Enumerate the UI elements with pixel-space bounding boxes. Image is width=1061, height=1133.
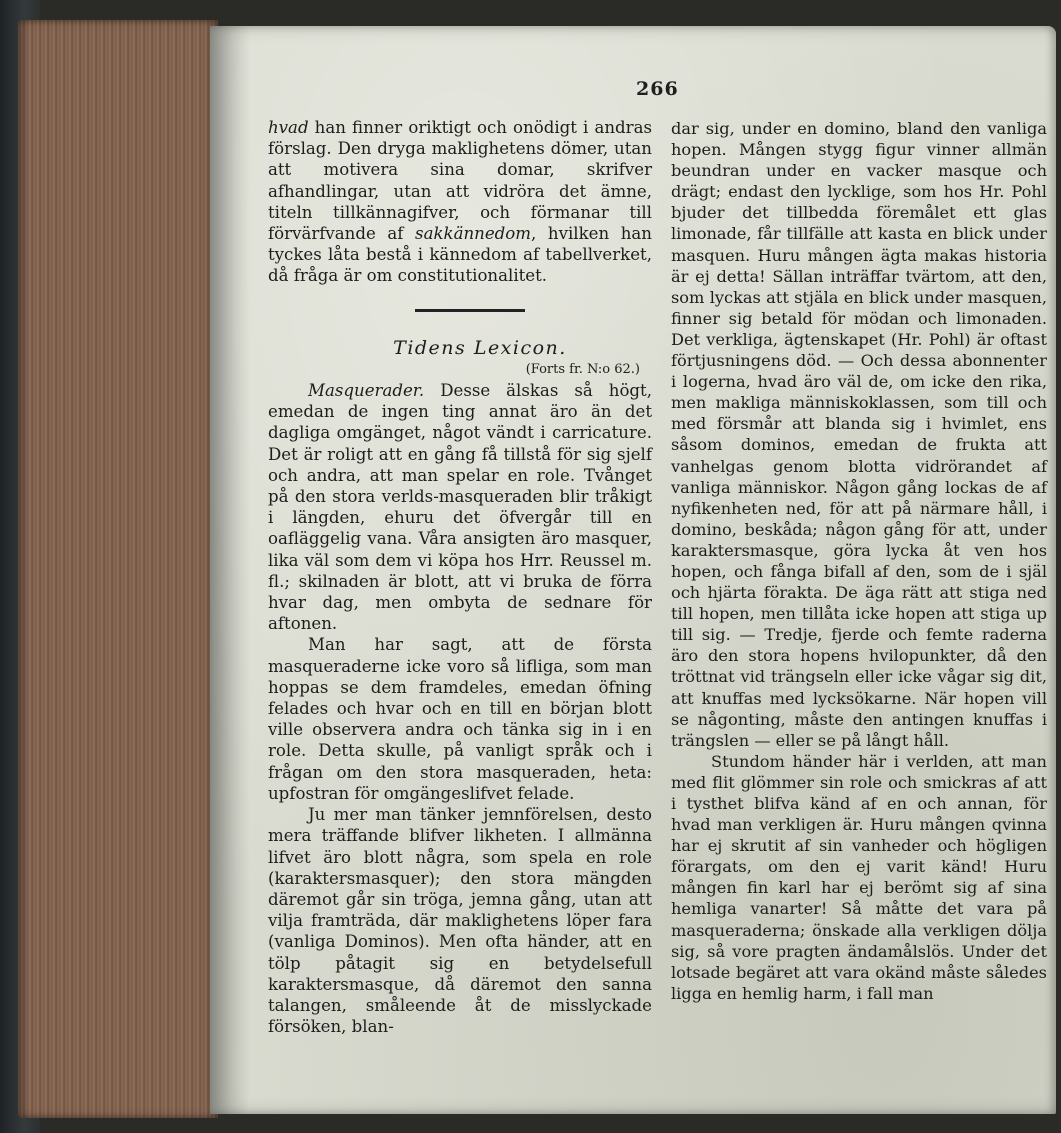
page-stack-edge bbox=[18, 20, 218, 1118]
lead-word: hvad bbox=[268, 118, 309, 137]
left-column bbox=[268, 117, 652, 1037]
right-column bbox=[671, 118, 1047, 1004]
paragraph: Stundom händer här i verlden, att man med flit glömmer sin role och smickras af att i tysthet blifva känd af en och annan, för hvad man verkligen är. Huru mången qvinna har ej skrutit af sin vanheder och högligen förargats, om den ej varit känd! Huru mången fin karl har ej berömt sig af sina hemliga vanarter! Så måtte det vara på masqueraderna; önskade alla verkligen dölja sig, så vore pragten ändamålslös. Under det lotsade begäret att vara okänd måste således ligga en hemlig harm, i fall man bbox=[671, 751, 1047, 1003]
paragraph-continuation: hvad han finner oriktigt och onödigt i andras förslag. Den dryga maklighetens dömer, utan att motivera sina domar, skrifver afhandlingar, utan att vidröra det ämne, titeln tillkännagifver, och förmanar till förvärfvande af sakkännedom, hvilken han tyckes låta bestå i kännedom af tabellverket, då fråga är om constitutionalitet. bbox=[268, 118, 652, 286]
paragraph-masquerader: Masquerader. Desse älskas så högt, emedan de ingen ting annat äro än det dagliga omgänget, något vändt i carricature. Det är roligt att en gång få tillstå för sig sjelf och andra, att man spelar en role. Tvånget på den stora verlds-masqueraden blir tråkigt i längden, ehuru det öfvergår till en oafläggelig vana. Våra ansigten äro masquer, lika väl som dem vi köpa hos Hrr. Reussel m. fl.; skilnaden är blott, att vi bruka de förra hvar dag, men ombyta de sednare för aftonen. bbox=[268, 381, 652, 634]
continuation-reference: (Forts fr. N:o 62.) bbox=[525, 361, 640, 377]
page-number: 266 bbox=[636, 78, 679, 100]
section-rule bbox=[415, 309, 525, 312]
paragraph: Ju mer man tänker jemnförelsen, desto mera träffande blifver likheten. I allmänna lifvet äro blott några, som spela en role (karaktersmasquer); den stora mängden däremot går sin tröga, jemna gång, utan att vilja framträda, där maklighetens löper fara (vanliga Dominos). Men ofta händer, att en tölp påtagit sig en betydelsefull karaktersmasque, då däremot den sanna talangen, småleende åt de misslyckade försöken, blan- bbox=[268, 805, 652, 1037]
paragraph: dar sig, under en domino, bland den vanliga hopen. Mången stygg figur vinner allmän beundran under en vacker masque och drägt; endast den lycklige, som hos Hr. Pohl bjuder det tillbedda föremålet ett glas limonade, får tillfälle att kasta en blick under masquen. Huru mången ägta makas historia är ej detta! Sällan inträffar tvärtom, att den, som lyckas att stjäla en blick under masquen, finner sig betald för mödan och limonaden. Det verkliga, ägtenskapet (Hr. Pohl) är oftast förtjusningens död. — Och dessa abonnenter i logerna, hvad äro väl de, om icke den rika, men makliga människoklassen, som till och med försmår att blanda sig i hvimlet, ens såsom dominos, emedan de frukta att vanhelgas genom blotta vidrörandet af vanliga människor. Någon gång lockas de af nyfikenheten ned, för att på närmare håll, i domino, beskåda; någon gång för att, under karaktersmasque, göra lycka åt ven hos hopen, och fånga bifall af den, som de i själ och hjärta förakta. De äga rätt att stiga ned till hopen, men tillåta icke hopen att stiga up till sig. — Tredje, fjerde och femte raderna äro den stora hopens hvilopunkter, då den tröttnat vid trängseln eller icke vågar sig dit, att knuffas med lycksökarne. När hopen vill se någonting, måste den antingen knuffas i trängslen — eller se på långt håll. bbox=[671, 119, 1047, 750]
paragraph: Man har sagt, att de första masqueraderne icke voro så lifliga, som man hoppas se dem framdeles, emedan öfning felades och hvar och en till en början blott ville observera andra och tänka sig in i en role. Detta skulle, på vanligt språk och i frågan om den stora masqueraden, heta: upfostran för omgängeslifvet felade. bbox=[268, 635, 652, 803]
entry-term: Masquerader. bbox=[308, 381, 425, 401]
section-heading: Tidens Lexicon. bbox=[393, 336, 567, 359]
